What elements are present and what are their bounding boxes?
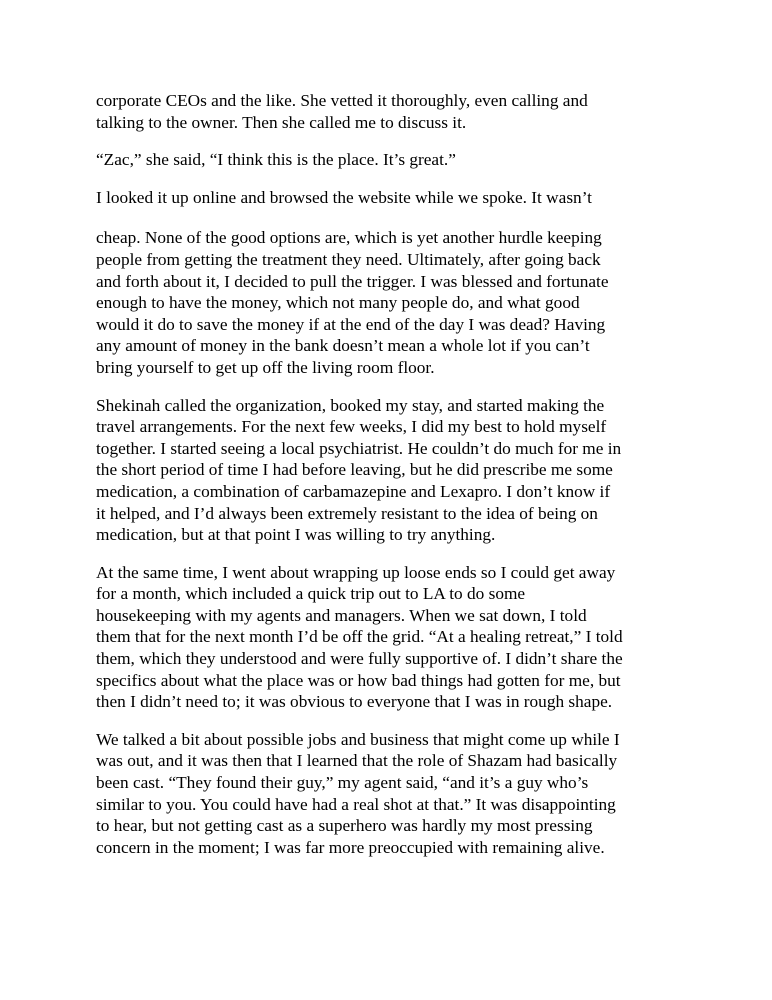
text-line: would it do to save the money if at the end of the day I was dead? Having: [96, 314, 606, 334]
text-line: travel arrangements. For the next few weeks, I did my best to hold myself: [96, 417, 607, 437]
text-line: any amount of money in the bank doesn’t mean a whole lot if you can’t: [96, 336, 590, 356]
paragraph-1: [96, 90, 676, 133]
text-line: it helped, and I’d always been extremely resistant to the idea of being on: [96, 503, 598, 523]
page-body: [96, 90, 676, 858]
paragraph-7: [96, 729, 676, 859]
paragraph-6: [96, 562, 676, 713]
paragraph-2: [96, 149, 676, 171]
text-line: people from getting the treatment they need. Ultimately, after going back: [96, 249, 601, 269]
text-line: cheap. None of the good options are, which is yet another hurdle keeping: [96, 228, 602, 248]
text-line: talking to the owner. Then she called me to discuss it.: [96, 112, 467, 132]
text-line: Shekinah called the organization, booked my stay, and started making the: [96, 395, 605, 415]
text-line: medication, but at that point I was willing to try anything.: [96, 525, 496, 545]
paragraph-5: [96, 395, 676, 546]
text-line: We talked a bit about possible jobs and business that might come up while I: [96, 729, 620, 749]
text-line: At the same time, I went about wrapping up loose ends so I could get away: [96, 562, 616, 582]
text-line: enough to have the money, which not many people do, and what good: [96, 293, 580, 313]
text-line: corporate CEOs and the like. She vetted it thoroughly, even calling and: [96, 91, 588, 110]
text-line: then I didn’t need to; it was obvious to everyone that I was in rough shape.: [96, 692, 613, 712]
paragraph-3: [96, 187, 676, 209]
text-line: similar to you. You could have had a real shot at that.” It was disappointing: [96, 794, 616, 814]
text-line: been cast. “They found their guy,” my agent said, “and it’s a guy who’s: [96, 773, 589, 793]
text-line: medication, a combination of carbamazepine and Lexapro. I don’t know if: [96, 481, 611, 501]
text-line: was out, and it was then that I learned that the role of Shazam had basically: [96, 751, 618, 771]
text-line: together. I started seeing a local psychiatrist. He couldn’t do much for me in: [96, 438, 622, 458]
text-line: the short period of time I had before leaving, but he did prescribe me some: [96, 460, 613, 480]
text-line: for a month, which included a quick trip out to LA to do some: [96, 584, 526, 604]
text-line: to hear, but not getting cast as a superhero was hardly my most pressing: [96, 816, 593, 836]
text-line: housekeeping with my agents and managers. When we sat down, I told: [96, 605, 587, 625]
text-line: and forth about it, I decided to pull the trigger. I was blessed and fortunate: [96, 271, 609, 291]
text-line: them, which they understood and were fully supportive of. I didn’t share the: [96, 649, 623, 669]
text-line: “Zac,” she said, “I think this is the place. It’s great.”: [96, 150, 456, 170]
text-line: them that for the next month I’d be off the grid. “At a healing retreat,” I told: [96, 627, 623, 647]
text-line: bring yourself to get up off the living room floor.: [96, 357, 435, 377]
text-line: specifics about what the place was or how bad things had gotten for me, but: [96, 670, 621, 690]
text-line: concern in the moment; I was far more preoccupied with remaining alive.: [96, 837, 605, 857]
text-line: I looked it up online and browsed the website while we spoke. It wasn’t: [96, 187, 592, 207]
paragraph-4: [96, 227, 676, 378]
